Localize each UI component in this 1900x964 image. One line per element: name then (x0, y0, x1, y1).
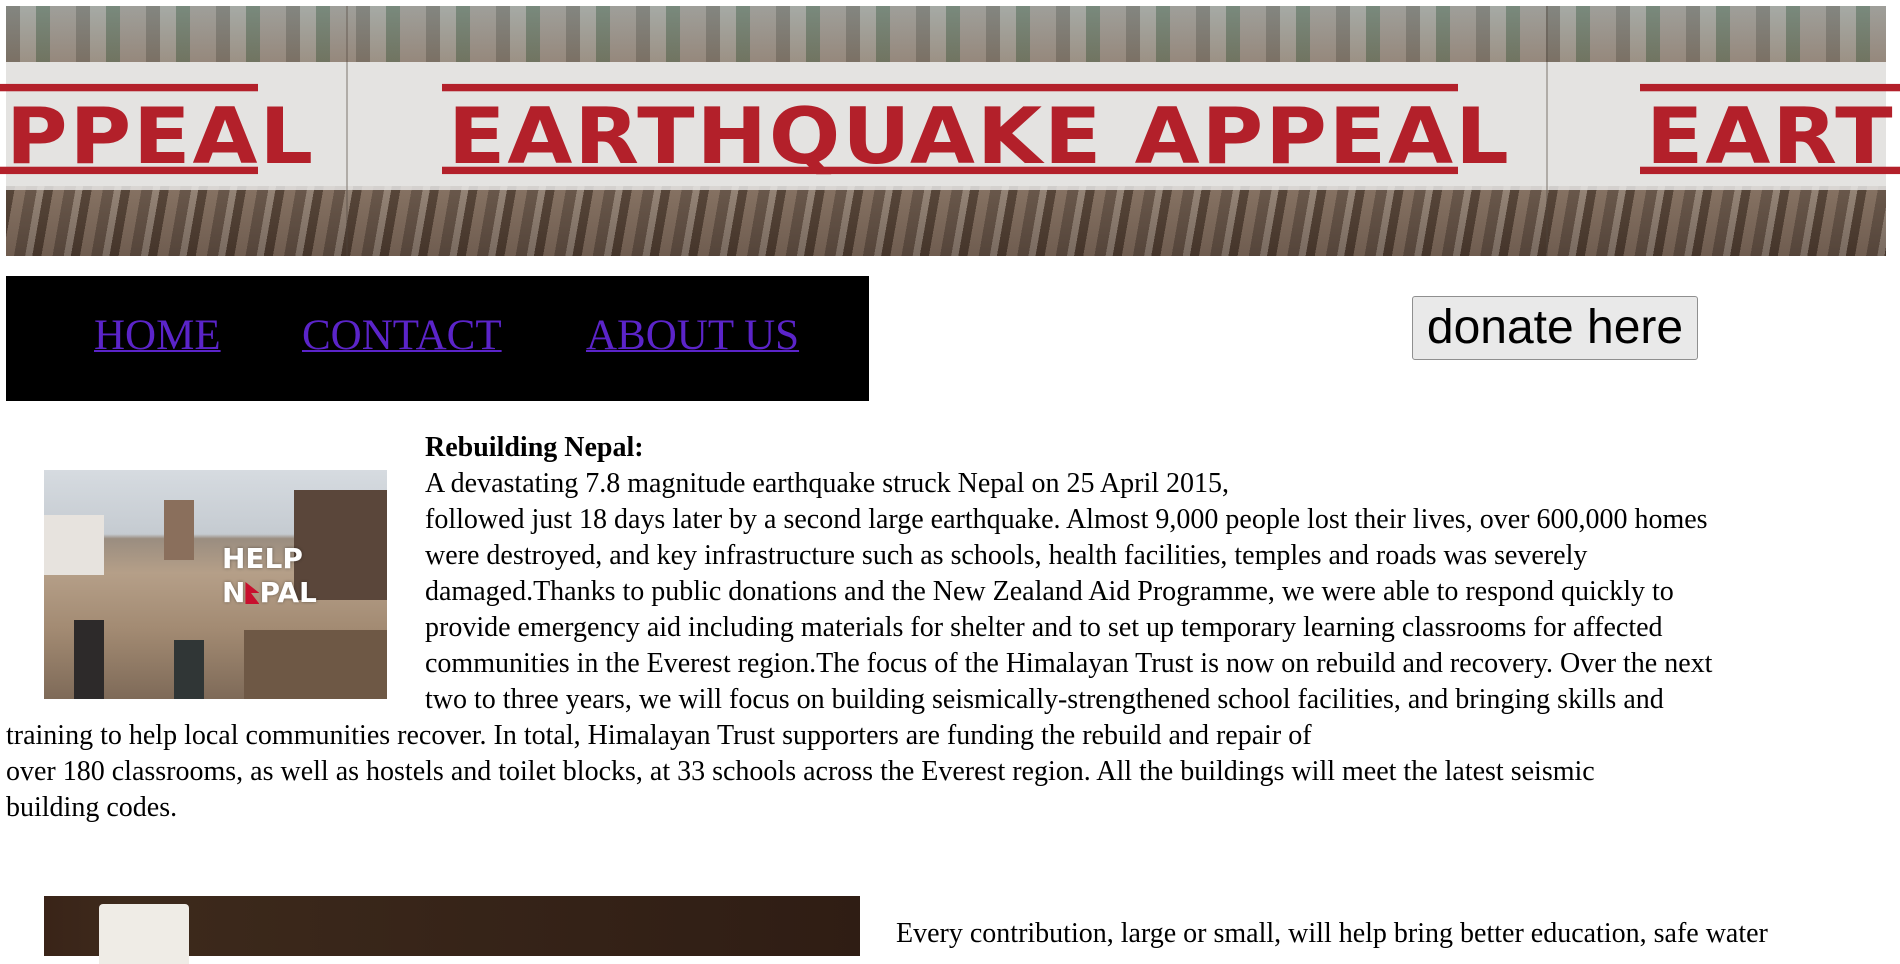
nav-link-home[interactable]: HOME (94, 312, 221, 359)
article-line: were destroyed, and key infrastructure such as schools, health facilities, temples and roads was severely (425, 540, 1588, 571)
nepal-flag-icon (245, 582, 259, 604)
article-line: followed just 18 days later by a second large earthquake. Almost 9,000 people lost their lives, over 600,000 homes (425, 504, 1708, 535)
earthquake-appeal-banner (6, 6, 1895, 256)
article-line: A devastating 7.8 magnitude earthquake struck Nepal on 25 April 2015, (425, 468, 1230, 499)
article-line: two to three years, we will focus on building seismically-strengthened school facilities, and bringing skills and (425, 684, 1664, 715)
photo-rubble (244, 630, 387, 699)
photo-temple (164, 500, 194, 560)
article-heading: Rebuilding Nepal: (425, 432, 644, 463)
banner-rubble (6, 186, 1886, 256)
help-nepal-photo (44, 470, 387, 699)
banner-tile-divider (346, 6, 348, 256)
banner-appeal-fragment-left: PPEAL (0, 84, 258, 174)
nav-link-contact[interactable]: CONTACT (302, 312, 502, 359)
banner-cityscape (6, 6, 1886, 62)
article-line: damaged.Thanks to public donations and the New Zealand Aid Programme, we were able to respond quickly to (425, 576, 1674, 607)
banner-tile-divider (1546, 6, 1548, 256)
rebuilding-nepal-article (6, 430, 1886, 826)
article-line: provide emergency aid including materials for shelter and to set up temporary learning classrooms for affected (425, 612, 1663, 643)
contribution-photo (44, 896, 860, 956)
help-nepal-overlay-text (222, 542, 317, 610)
photo-bag (99, 904, 189, 964)
nav-link-about-us[interactable]: ABOUT US (586, 312, 800, 359)
help-nepal-line1: HELP (222, 542, 303, 575)
article-line: building codes. (6, 792, 178, 823)
main-nav (6, 276, 869, 401)
photo-building (44, 515, 104, 575)
help-nepal-line2 (222, 576, 317, 610)
banner-appeal-fragment-right: EART (1640, 84, 1900, 174)
contribution-text: Every contribution, large or small, will help bring better education, safe water (896, 918, 1768, 949)
article-line: communities in the Everest region.The focus of the Himalayan Trust is now on rebuild and recovery. Over the next (425, 648, 1713, 679)
banner-appeal-title: EARTHQUAKE APPEAL (442, 84, 1458, 174)
donate-button[interactable]: donate here (1412, 296, 1698, 360)
photo-person (174, 640, 204, 699)
help-nepal-line2-start: N (222, 576, 246, 609)
photo-person (74, 620, 104, 699)
article-line: over 180 classrooms, as well as hostels and toilet blocks, at 33 schools across the Everest region. All the buildings will meet the latest seismic (6, 756, 1595, 787)
article-line: training to help local communities recover. In total, Himalayan Trust supporters are funding the rebuild and repair of (6, 720, 1312, 751)
help-nepal-line2-end: PAL (259, 576, 317, 609)
